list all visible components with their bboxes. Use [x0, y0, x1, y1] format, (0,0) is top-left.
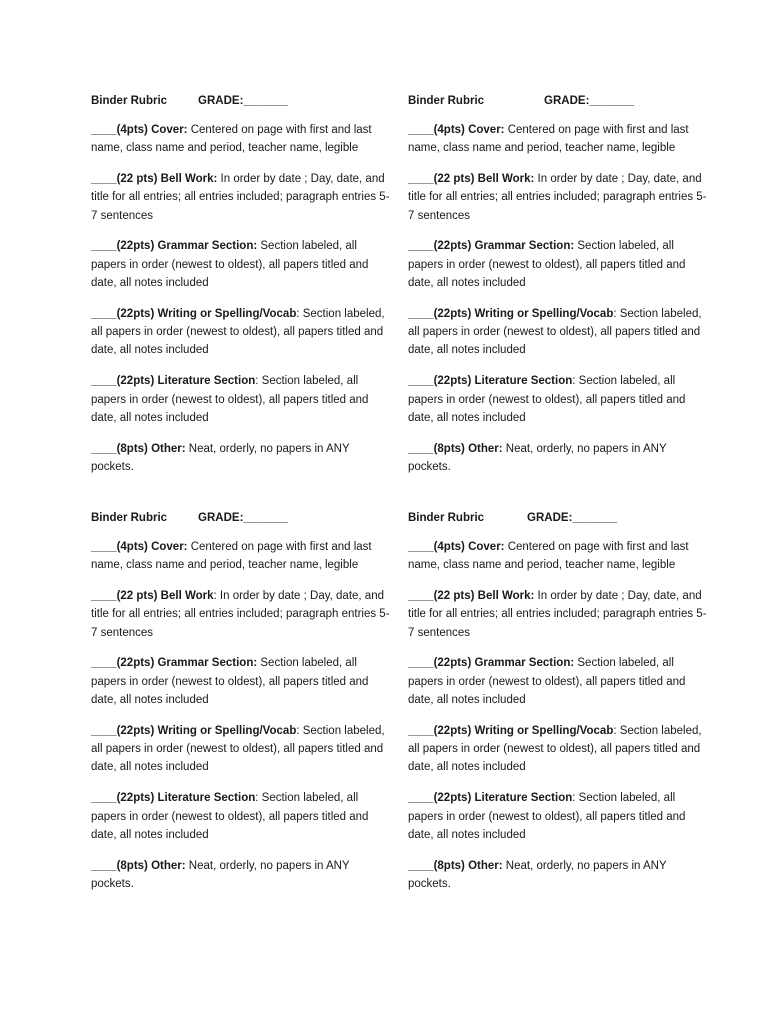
- bell-work-points: ____(22 pts) Bell Work: [91, 590, 214, 603]
- grade-field: GRADE:_______: [544, 95, 635, 107]
- cover-points: ____(4pts) Cover:: [408, 541, 505, 553]
- grade-field: GRADE:_______: [527, 512, 618, 524]
- literature-item: [91, 789, 391, 844]
- rubric-bottom-right: [408, 509, 708, 906]
- literature-description: : Section labeled, all papers in order (newest to oldest), all papers titled and date, all notes included: [408, 792, 686, 841]
- other-item: [91, 857, 391, 894]
- rubric-header: [408, 509, 708, 527]
- cover-description: Centered on page with first and last name, class name and period, teacher name, legible: [91, 124, 372, 155]
- other-item: [91, 440, 391, 477]
- rubric-header: [91, 92, 391, 110]
- grade-field: GRADE:_______: [198, 95, 289, 107]
- other-points: ____(8pts) Other:: [408, 859, 503, 872]
- literature-points: ____(22pts) Literature Section: [91, 375, 256, 388]
- rubric-top-right: [408, 92, 708, 489]
- writing-points: ____(22pts) Writing or Spelling/Vocab: [408, 307, 614, 320]
- writing-item: [408, 305, 708, 360]
- cover-item: [408, 538, 708, 575]
- other-item: [408, 857, 708, 894]
- bell-work-points: ____(22 pts) Bell Work:: [408, 173, 535, 186]
- literature-item: [408, 372, 708, 427]
- grammar-item: [91, 237, 391, 292]
- bell-work-description: In order by date ; Day, date, and title for all entries; all entries included; paragraph entries 5-7 sentences: [91, 173, 390, 222]
- cover-description: Centered on page with first and last name, class name and period, teacher name, legible: [91, 541, 372, 572]
- bell-work-description: : In order by date ; Day, date, and title for all entries; all entries included; paragraph entries 5-7 sentences: [91, 590, 390, 639]
- literature-item: [408, 789, 708, 844]
- bell-work-item: [91, 170, 391, 225]
- grammar-description: Section labeled, all papers in order (newest to oldest), all papers titled and date, all notes included: [408, 657, 686, 707]
- grammar-points: ____(22pts) Grammar Section:: [408, 657, 575, 670]
- writing-description: : Section labeled, all papers in order (newest to oldest), all papers titled and date, all notes included: [91, 724, 385, 774]
- writing-item: [91, 305, 391, 360]
- other-points: ____(8pts) Other:: [408, 442, 503, 455]
- rubric-bottom-left: [91, 509, 391, 906]
- rubric-title: Binder Rubric: [408, 95, 485, 107]
- literature-description: : Section labeled, all papers in order (newest to oldest), all papers titled and date, all notes included: [91, 792, 369, 841]
- other-points: ____(8pts) Other:: [91, 442, 186, 455]
- rubric-top-left: [91, 92, 391, 489]
- literature-description: : Section labeled, all papers in order (newest to oldest), all papers titled and date, all notes included: [91, 375, 369, 424]
- literature-item: [91, 372, 391, 427]
- cover-points: ____(4pts) Cover:: [91, 124, 188, 136]
- bell-work-description: In order by date ; Day, date, and title for all entries; all entries included; paragraph entries 5-7 sentences: [408, 173, 707, 222]
- cover-points: ____(4pts) Cover:: [408, 124, 505, 136]
- other-description: Neat, orderly, no papers in ANY pockets.: [91, 859, 350, 890]
- grammar-description: Section labeled, all papers in order (newest to oldest), all papers titled and date, all notes included: [408, 240, 686, 290]
- cover-item: [91, 538, 391, 575]
- grammar-points: ____(22pts) Grammar Section:: [91, 657, 258, 670]
- cover-description: Centered on page with first and last name, class name and period, teacher name, legible: [408, 124, 689, 155]
- cover-item: [408, 121, 708, 158]
- bell-work-item: [408, 587, 708, 642]
- other-description: Neat, orderly, no papers in ANY pockets.: [408, 859, 667, 890]
- other-points: ____(8pts) Other:: [91, 859, 186, 872]
- writing-description: : Section labeled, all papers in order (newest to oldest), all papers titled and date, all notes included: [91, 307, 385, 357]
- grammar-description: Section labeled, all papers in order (newest to oldest), all papers titled and date, all notes included: [91, 240, 369, 290]
- rubric-title: Binder Rubric: [408, 512, 485, 524]
- writing-item: [91, 722, 391, 777]
- cover-points: ____(4pts) Cover:: [91, 541, 188, 553]
- literature-points: ____(22pts) Literature Section: [408, 375, 573, 388]
- writing-points: ____(22pts) Writing or Spelling/Vocab: [408, 724, 614, 737]
- bell-work-item: [408, 170, 708, 225]
- writing-item: [408, 722, 708, 777]
- rubric-title: Binder Rubric: [91, 512, 168, 524]
- grade-field: GRADE:_______: [198, 512, 289, 524]
- bell-work-points: ____(22 pts) Bell Work:: [91, 173, 218, 186]
- bell-work-item: [91, 587, 391, 642]
- bell-work-description: In order by date ; Day, date, and title for all entries; all entries included; paragraph entries 5-7 sentences: [408, 590, 707, 639]
- writing-description: : Section labeled, all papers in order (newest to oldest), all papers titled and date, all notes included: [408, 724, 702, 774]
- literature-points: ____(22pts) Literature Section: [91, 792, 256, 805]
- writing-points: ____(22pts) Writing or Spelling/Vocab: [91, 724, 297, 737]
- other-item: [408, 440, 708, 477]
- grammar-points: ____(22pts) Grammar Section:: [408, 240, 575, 253]
- grammar-item: [408, 654, 708, 709]
- grammar-points: ____(22pts) Grammar Section:: [91, 240, 258, 253]
- rubric-header: [91, 509, 391, 527]
- rubric-header: [408, 92, 708, 110]
- rubric-title: Binder Rubric: [91, 95, 168, 107]
- grammar-description: Section labeled, all papers in order (newest to oldest), all papers titled and date, all notes included: [91, 657, 369, 707]
- bell-work-points: ____(22 pts) Bell Work:: [408, 590, 535, 603]
- literature-points: ____(22pts) Literature Section: [408, 792, 573, 805]
- writing-description: : Section labeled, all papers in order (newest to oldest), all papers titled and date, all notes included: [408, 307, 702, 357]
- other-description: Neat, orderly, no papers in ANY pockets.: [91, 442, 350, 473]
- cover-item: [91, 121, 391, 158]
- grammar-item: [91, 654, 391, 709]
- other-description: Neat, orderly, no papers in ANY pockets.: [408, 442, 667, 473]
- literature-description: : Section labeled, all papers in order (newest to oldest), all papers titled and date, all notes included: [408, 375, 686, 424]
- writing-points: ____(22pts) Writing or Spelling/Vocab: [91, 307, 297, 320]
- cover-description: Centered on page with first and last name, class name and period, teacher name, legible: [408, 541, 689, 572]
- grammar-item: [408, 237, 708, 292]
